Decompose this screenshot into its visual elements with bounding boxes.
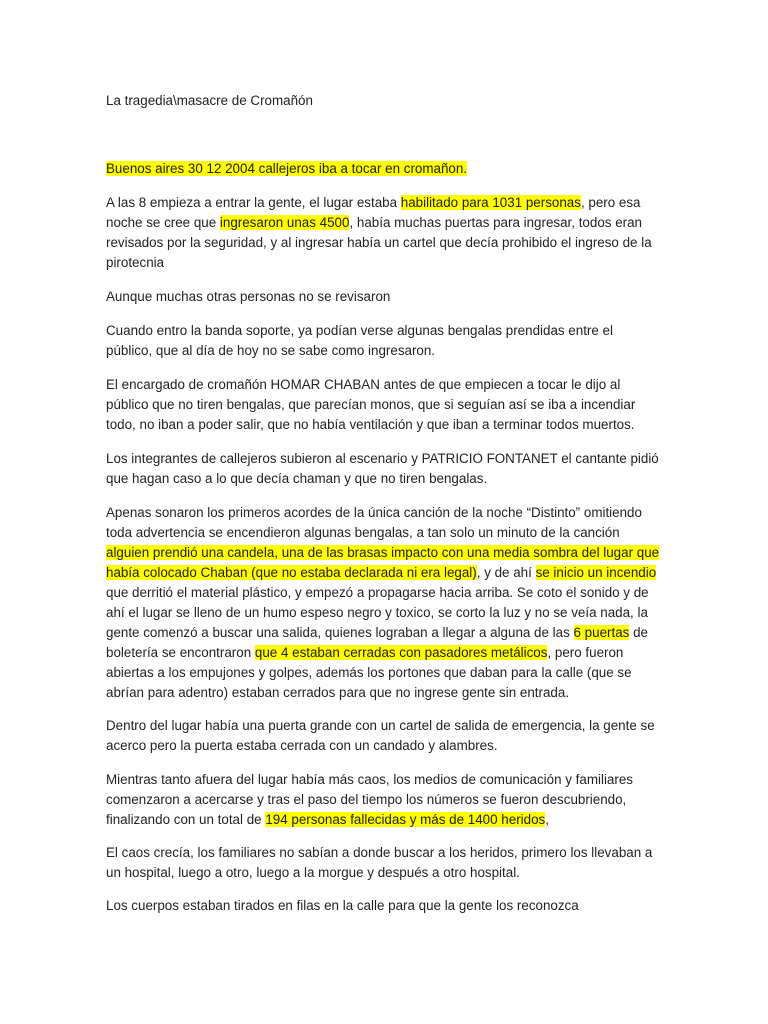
highlighted-text: 6 puertas bbox=[573, 625, 630, 640]
paragraph bbox=[106, 375, 662, 435]
document-body bbox=[106, 88, 662, 916]
paragraph bbox=[106, 287, 662, 307]
text-run: Apenas sonaron los primeros acordes de la única canción de la noche “Distinto” omitiendo toda advertencia se encendieron algunas bengalas, a tan solo un minuto de la canción bbox=[106, 505, 642, 540]
paragraph bbox=[106, 159, 662, 179]
paragraph bbox=[106, 716, 662, 756]
highlighted-text: alguien prendió una candela, una de las brasas impacto con una media sombra del lugar que había colocado Chaban (que no estaba declarada ni era legal) bbox=[106, 545, 660, 580]
text-run: , pero fueron abiertas a los empujones y golpes, además los portones que daban para la calle (que se abrían para adentro) estaban cerrados para que no ingrese gente sin entrada. bbox=[106, 645, 632, 700]
document-title: La tragedia\masacre de Cromañón bbox=[106, 93, 313, 108]
paragraph bbox=[106, 896, 662, 916]
text-run: Los cuerpos estaban tirados en filas en la calle para que la gente los reconozca bbox=[106, 898, 579, 913]
text-run: Cuando entro la banda soporte, ya podían verse algunas bengalas prendidas entre el público, que al día de hoy no se sabe como ingresaron. bbox=[106, 323, 613, 358]
paragraph bbox=[106, 193, 662, 273]
text-run: de boletería se encontraron bbox=[106, 625, 648, 660]
text-run: Mientras tanto afuera del lugar había más caos, los medios de comunicación y familiares comenzaron a acercarse y tras el paso del tiempo los números se fueron descubriendo, finalizando con un total de bbox=[106, 772, 633, 827]
paragraph bbox=[106, 843, 662, 883]
highlighted-text: se inicio un incendio bbox=[535, 565, 657, 580]
text-run: El caos crecía, los familiares no sabían a donde buscar a los heridos, primero los llevaban a un hospital, luego a otro, luego a la morgue y después a otro hospital. bbox=[106, 845, 653, 880]
text-run: , había muchas puertas para ingresar, todos eran revisados por la seguridad, y al ingresar había un cartel que decía prohibido el ingreso de la pirotecnia bbox=[106, 215, 652, 270]
paragraph bbox=[106, 321, 662, 361]
text-run: , bbox=[545, 812, 549, 827]
highlighted-text: que 4 estaban cerradas con pasadores metálicos bbox=[254, 645, 548, 660]
paragraph bbox=[106, 770, 662, 830]
text-run: Dentro del lugar había una puerta grande con un cartel de salida de emergencia, la gente se acerco pero la puerta estaba cerrada con un candado y alambres. bbox=[106, 718, 655, 753]
text-run: El encargado de cromañón HOMAR CHABAN antes de que empiecen a tocar le dijo al público que no tiren bengalas, que parecían monos, que si seguían así se iba a incendiar todo, no iban a poder salir, que no había ventilación y que iban a terminar todos muertos. bbox=[106, 377, 636, 432]
highlighted-text: habilitado para 1031 personas bbox=[400, 195, 581, 210]
text-run: , y de ahí bbox=[476, 565, 536, 580]
paragraph bbox=[106, 449, 662, 489]
highlighted-text: Buenos aires 30 12 2004 callejeros iba a tocar en cromañon. bbox=[106, 161, 468, 176]
text-run: , pero esa noche se cree que bbox=[106, 195, 641, 230]
text-run: que derritió el material plástico, y empezó a propagarse hacia arriba. Se coto el sonido y de ahí el lugar se lleno de un humo espeso negro y toxico, se corto la luz y no se veía nada, la gente comenzó a buscar una salida, quienes lograban a llegar a alguna de las bbox=[106, 585, 649, 640]
paragraph-list bbox=[106, 159, 662, 916]
text-run: Aunque muchas otras personas no se revisaron bbox=[106, 289, 391, 304]
paragraph bbox=[106, 503, 662, 703]
highlighted-text: 194 personas fallecidas y más de 1400 heridos bbox=[265, 812, 546, 827]
text-run: A las 8 empieza a entrar la gente, el lugar estaba bbox=[106, 195, 401, 210]
highlighted-text: ingresaron unas 4500 bbox=[219, 215, 350, 230]
text-run: Los integrantes de callejeros subieron al escenario y PATRICIO FONTANET el cantante pidió que hagan caso a lo que decía chaman y que no tiren bengalas. bbox=[106, 451, 659, 486]
